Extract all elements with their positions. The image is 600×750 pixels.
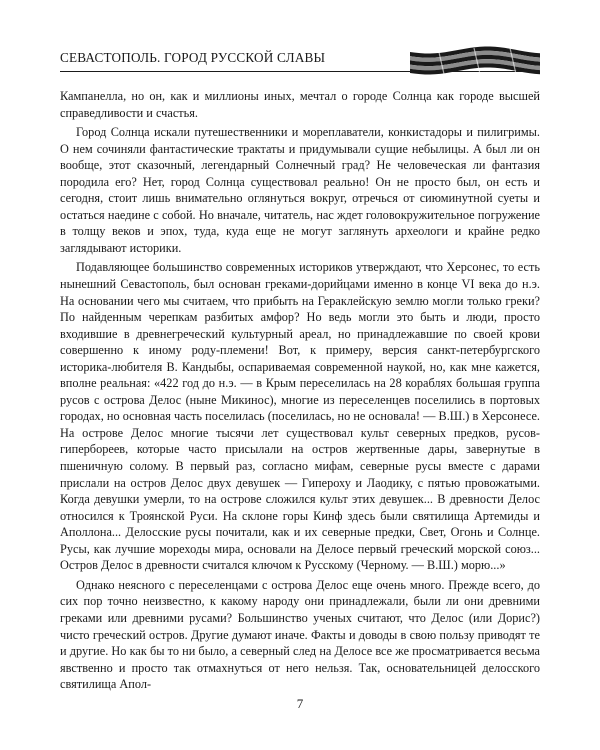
- running-header-title: СЕВАСТОПОЛЬ. ГОРОД РУССКОЙ СЛАВЫ: [60, 50, 326, 65]
- page-number: 7: [296, 696, 304, 711]
- paragraph: Кампанелла, но он, как и миллионы иных, мечтал о городе Солнца как городе высшей справедливости и счастья.: [60, 89, 540, 120]
- st-george-ribbon-icon: [410, 44, 540, 78]
- body-text: [60, 88, 540, 696]
- paragraph: Подавляющее большинство современных историков утверждают, что Херсонес, то есть нынешний Севастополь, был основан греками-дорийцами именно в конце VI века до н.э. На основании чего мы считаем, что прибыть на Гераклейскую землю могли только греки? По найденным черепкам разбитых амфор? Но ведь могли это быть и люди, просто входившие в древнегреческий культурный ареал, но принадлежавшие по своей крови совершенно к иному роду-племени! Вот, к примеру, версия санкт-петербургского историка-любителя В. Кандыбы, оспариваемая современной наукой, но, как мне кажется, вполне реальная: «422 год до н.э. — в Крым переселилась на 28 кораблях большая группа русов с острова Делос (ныне Микинос), многие из переселенцев поселились в портовых городах, но основная часть поселилась (поселилась, но не основала! — В.Ш.) в Херсонесе. На острове Делос многие тысячи лет существовал культ северных предков, русов-гипербореев, которые часто присылали на остров жертвенные дары, завернутые в пшеничную солому. В первый раз, согласно мифам, северные русы вместе с дарами прислали на остров Делос двух девушек — Гипероху и Лаодику, с пятью провожатыми. Когда девушки умерли, то на острове сложился культ этих девушек... В древности Делос относился к Троянской Руси. На склоне горы Кинф здесь были святилища Артемиды и Аполлона... Делосские русы почитали, как и их северные предки, Свет, Огонь и Солнце. Русы, как лучшие мореходы мира, основали на Делосе первый греческий морской союз... Остров Делос в древности считался ключом к Русскому (Черному. — В.Ш.) морю...»: [60, 260, 540, 573]
- paragraph: Город Солнца искали путешественники и мореплаватели, конкистадоры и пилигримы. О нем сочиняли фантастические трактаты и придумывали сущие небылицы. А был ли он вообще, этот сказочный, легендарный Солнечный град? Не человеческая ли фантазия породила его? Нет, город Солнца существовал реально! Он не просто был, он есть и сегодня, стоит лишь внимательно оглянуться вокруг, отречься от сиюминутной суеты и остаться наедине с собой. Но вначале, читатель, нас ждет головокружительное погружение в толщу веков и эпох, туда, куда еще не могут заглянуть археологи и крайне редко заглядывают историки.: [60, 125, 540, 255]
- running-header: [60, 44, 540, 78]
- paragraph: Однако неясного с переселенцами с острова Делос еще очень много. Прежде всего, до сих пор точно неизвестно, к какому народу они принадлежали, были ли они древними греками или древними русами? Большинство ученых считают, что Делос (или Дорис?) чисто греческий остров. Другие думают иначе. Факты и доводы в свою пользу приводят те и другие. Но как бы то ни было, а северный след на Делосе все же просматривается весьма явственно и просто так отмахнуться от него нельзя. Так, основательницей делосского святилища Апол-: [60, 577, 540, 692]
